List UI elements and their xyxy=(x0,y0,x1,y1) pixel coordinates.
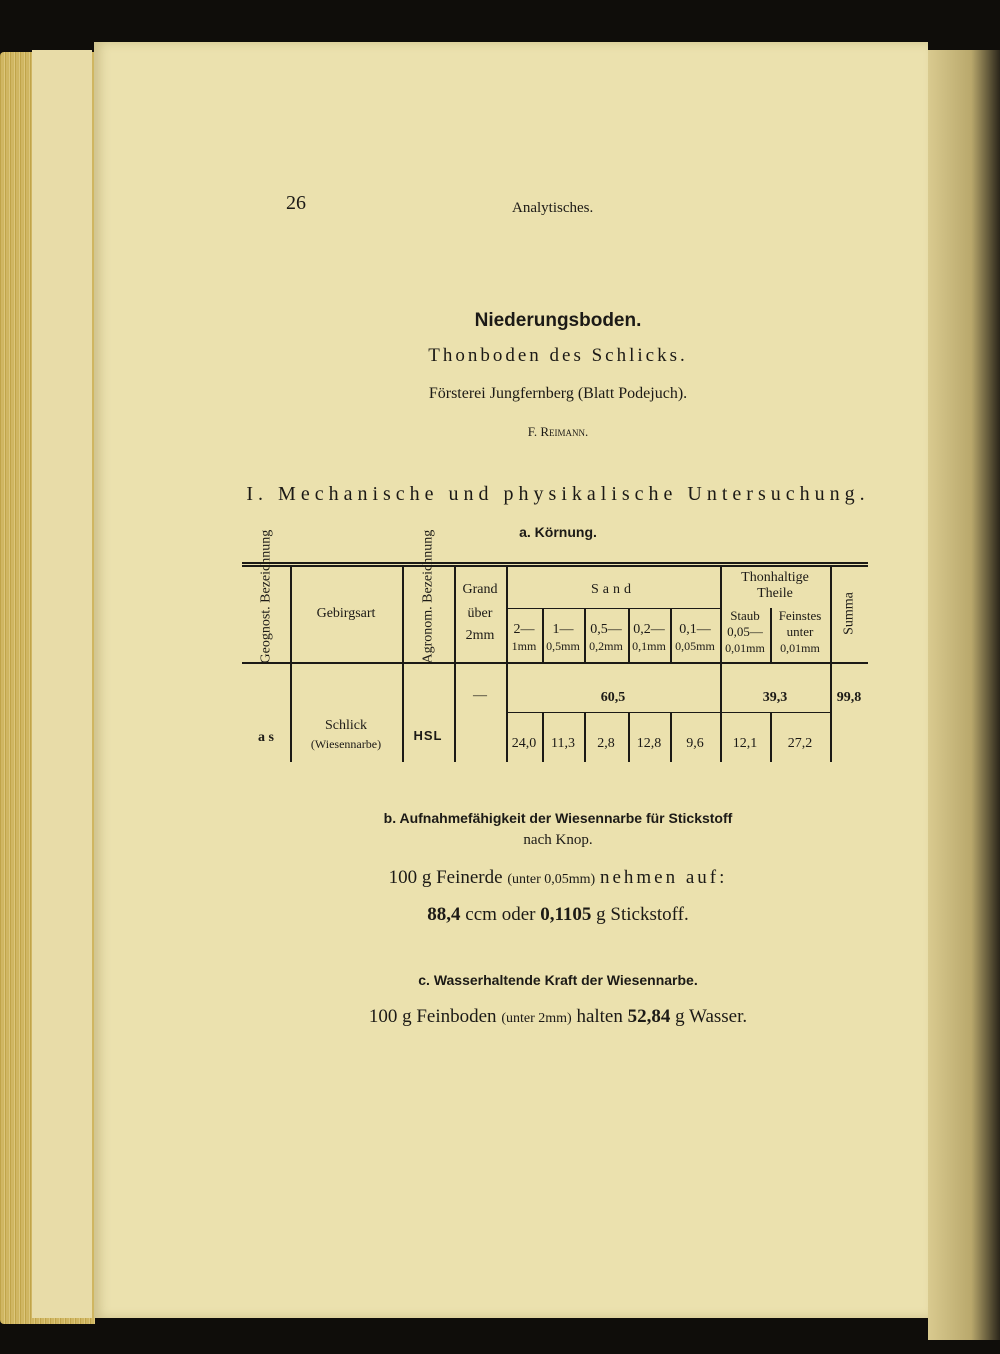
table-rule xyxy=(506,712,830,713)
header-sand-col: 0,2— 0,1mm xyxy=(632,622,666,653)
cell-grand: — xyxy=(473,688,487,703)
table-rule xyxy=(830,566,832,762)
cell-sand-value: 24,0 xyxy=(511,736,537,751)
cell-gebirgsart: Schlick xyxy=(325,718,367,733)
book-left-page xyxy=(32,50,92,1318)
cell-sand-value: 11,3 xyxy=(551,736,575,751)
running-head: Analytisches. xyxy=(512,200,594,216)
header-agronom: Agronom. Bezeichnung xyxy=(420,529,436,664)
header-grand-1: Grand xyxy=(462,582,498,597)
header-thon-2: Theile xyxy=(757,586,793,601)
cell-sand-total: 60,5 xyxy=(600,690,626,705)
book-page xyxy=(94,42,928,1318)
header-thon-1: Thonhaltige xyxy=(741,570,809,585)
location-line: Försterei Jungfernberg (Blatt Podejuch). xyxy=(428,385,688,402)
section-title: Niederungsboden. xyxy=(474,310,642,331)
table-rule xyxy=(506,608,720,609)
cell-summa: 99,8 xyxy=(836,690,862,705)
nitrogen-line-1: 100 g Feinerde (unter 0,05mm) nehmen auf: xyxy=(388,867,728,888)
subtitle: Thonboden des Schlicks. xyxy=(428,345,688,366)
header-feinstes: Feinstes unter 0,01mm xyxy=(778,608,822,655)
cell-gebirgsart-sub: (Wiesennarbe) xyxy=(310,737,382,751)
cell-agronom: HSL xyxy=(413,728,443,743)
section-heading-b: b. Aufnahmefähigkeit der Wiesennarbe für Stickstoff xyxy=(383,810,733,826)
table-rule xyxy=(242,565,868,567)
header-sand-col: 2— 1mm xyxy=(511,622,537,653)
section-b-sub: nach Knop. xyxy=(523,832,593,848)
header-sand-col: 0,1— 0,05mm xyxy=(675,622,715,653)
table-rule xyxy=(242,562,868,564)
header-grand-2: über xyxy=(467,606,493,621)
cell-sand-value: 12,8 xyxy=(636,736,662,751)
cell-thon-total: 39,3 xyxy=(762,690,788,705)
header-sand-col: 0,5— 0,2mm xyxy=(589,622,623,653)
cell-sand-value: 9,6 xyxy=(686,736,704,751)
cell-staub: 12,1 xyxy=(732,736,758,751)
page-number: 26 xyxy=(286,192,306,214)
header-gebirgsart: Gebirgsart xyxy=(316,606,376,621)
header-sand: Sand xyxy=(591,582,635,597)
section-heading-I: I. Mechanische und physikalische Untersuchung. xyxy=(246,483,870,505)
header-staub: Staub 0,05— 0,01mm xyxy=(725,608,765,655)
nitrogen-line-2: 88,4 ccm oder 0,1105 g Stickstoff. xyxy=(427,904,689,925)
header-sand-col: 1— 0,5mm xyxy=(546,622,580,653)
section-heading-c: c. Wasserhaltende Kraft der Wiesennarbe. xyxy=(418,972,698,988)
book-page-edge-right xyxy=(928,50,1000,1340)
cell-sand-value: 2,8 xyxy=(597,736,615,751)
header-summa: Summa xyxy=(841,592,857,635)
table-rule xyxy=(242,662,868,664)
header-grand-3: 2mm xyxy=(465,628,495,643)
section-heading-a: a. Körnung. xyxy=(519,524,597,540)
cell-feinstes: 27,2 xyxy=(787,736,813,751)
header-geognost: Geognost. Bezeichnung xyxy=(258,529,274,664)
author-line: F. Reimann. xyxy=(527,424,589,439)
cell-geognost: a s xyxy=(258,730,274,745)
water-line: 100 g Feinboden (unter 2mm) halten 52,84 g Wasser. xyxy=(368,1006,748,1027)
